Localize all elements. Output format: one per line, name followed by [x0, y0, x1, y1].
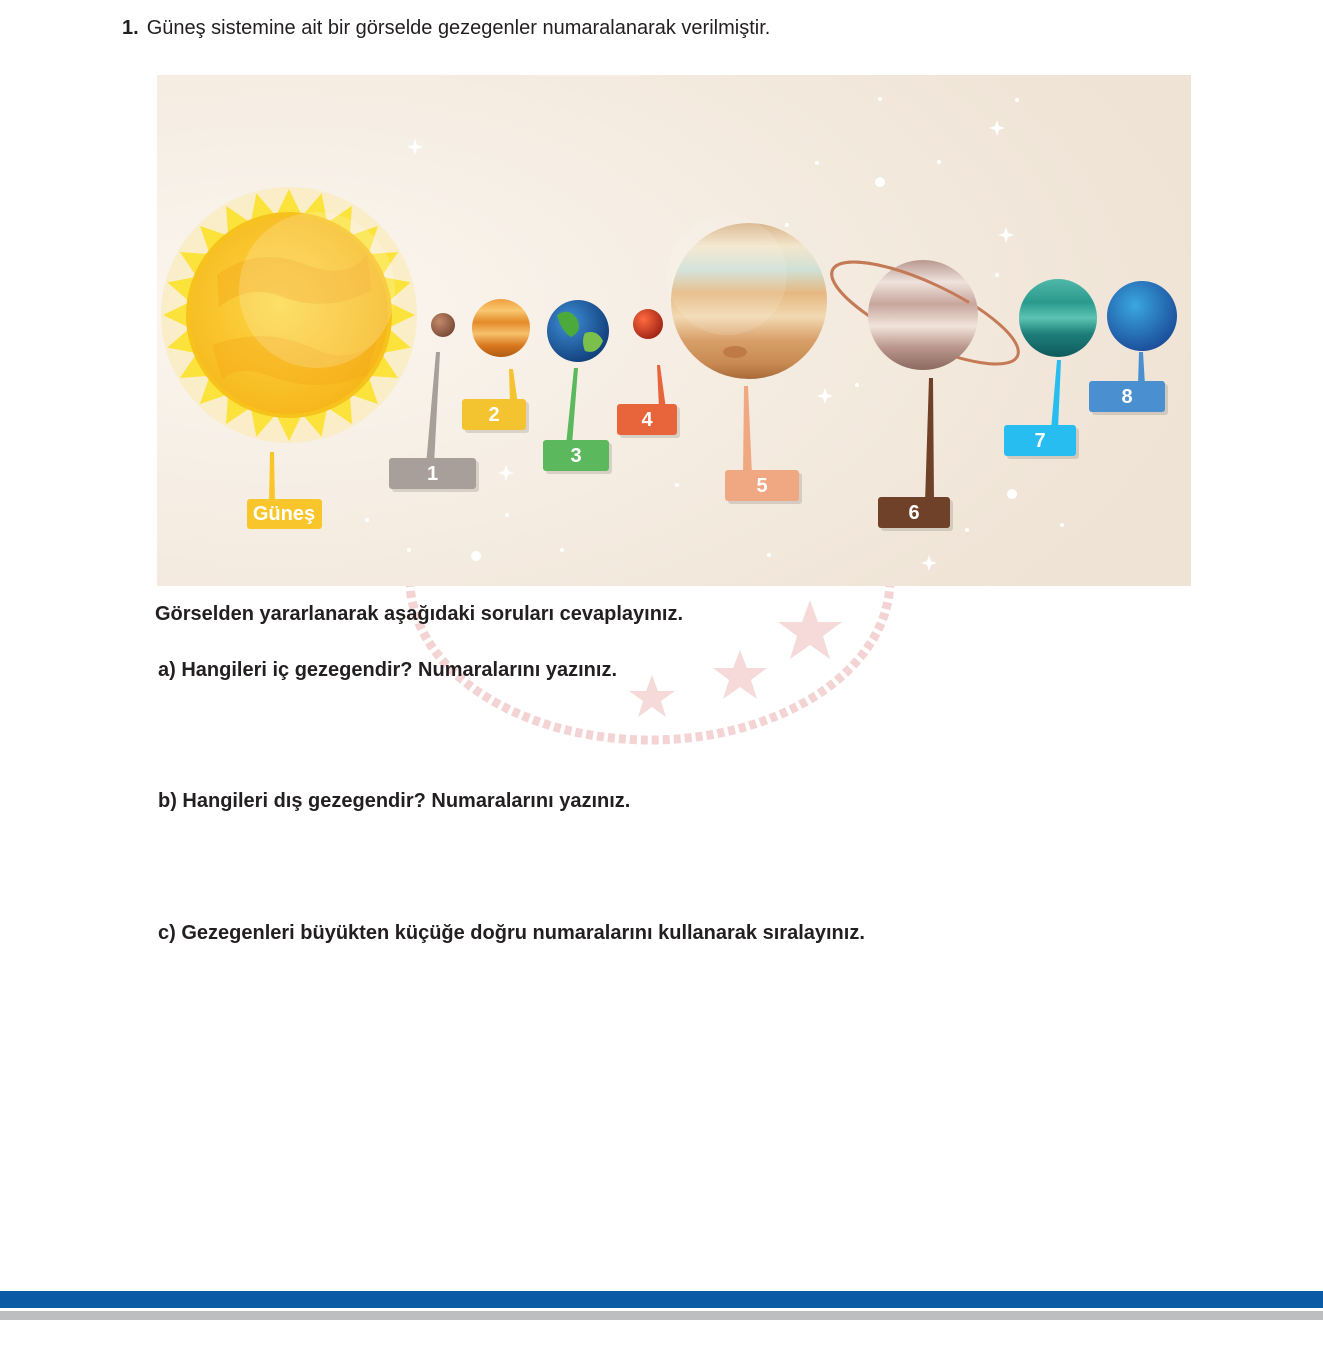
question-header — [122, 17, 770, 40]
label-planet-6-text: 6 — [908, 502, 920, 524]
subquestion-a: a) Hangileri iç gezegendir? Numaralarını yazınız. — [158, 659, 618, 681]
label-planet-4 — [617, 404, 680, 438]
subquestion-c: c) Gezegenleri büyükten küçüğe doğru numaralarını kullanarak sıralayınız. — [158, 922, 865, 944]
subquestion-b: b) Hangileri dış gezegendir? Numaralarını yazınız. — [158, 790, 631, 812]
planet-1-graphic — [431, 313, 455, 337]
label-planet-1 — [389, 458, 479, 492]
solar-system-illustration — [157, 75, 1191, 586]
label-planet-1-text: 1 — [426, 463, 439, 485]
footer-blue-bar — [0, 1291, 1323, 1308]
planet-7-graphic — [1019, 279, 1097, 357]
question-number: 1. — [122, 17, 139, 39]
label-sun-text: Güneş — [252, 503, 316, 525]
label-planet-5-text: 5 — [756, 475, 768, 497]
sun-graphic — [161, 187, 417, 443]
footer-gray-bar — [0, 1311, 1323, 1320]
label-planet-3-text: 3 — [570, 445, 582, 467]
label-planet-4-text: 4 — [641, 409, 653, 431]
planet-8-graphic — [1107, 281, 1177, 351]
question-text: Güneş sistemine ait bir görselde gezegenler numaralanarak verilmiştir. — [146, 17, 771, 39]
label-planet-2 — [462, 399, 529, 433]
label-planet-5 — [725, 470, 802, 504]
label-planet-8 — [1089, 381, 1168, 415]
label-planet-7 — [1004, 425, 1079, 459]
planet-4-graphic — [633, 309, 663, 339]
label-planet-2-text: 2 — [488, 404, 500, 426]
planet-2-graphic — [472, 299, 530, 357]
label-planet-8-text: 8 — [1121, 386, 1133, 408]
label-sun — [247, 499, 322, 529]
instructions-text: Görselden yararlanarak aşağıdaki soruları cevaplayınız. — [155, 603, 684, 625]
planet-3-graphic — [547, 300, 609, 362]
label-planet-3 — [543, 440, 612, 474]
label-planet-6 — [878, 497, 953, 531]
label-planet-7-text: 7 — [1034, 430, 1046, 452]
